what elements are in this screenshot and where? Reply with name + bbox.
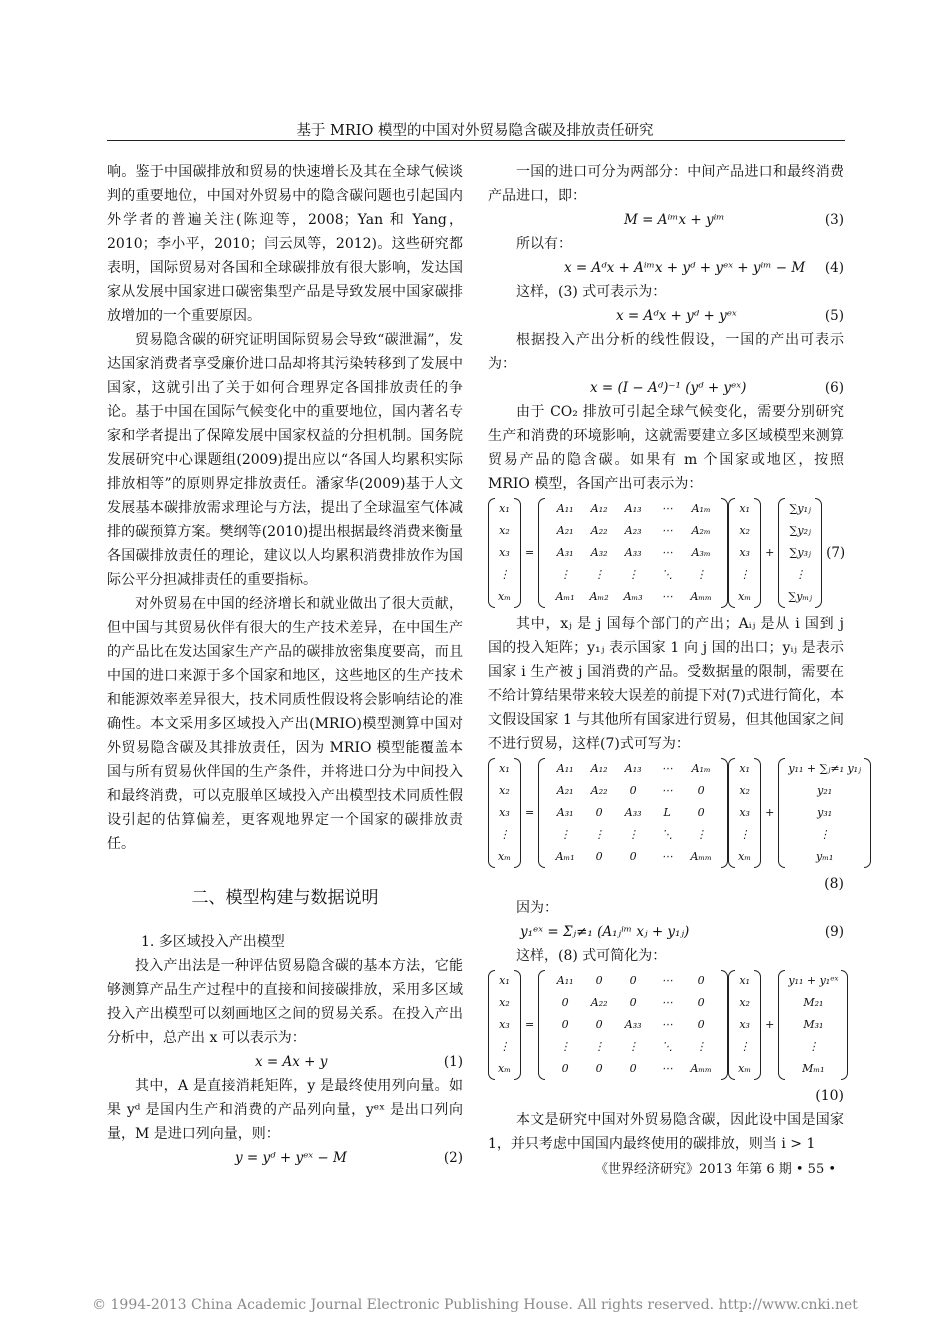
operator: = <box>524 546 535 559</box>
paragraph: 其中，xⱼ 是 j 国每个部门的产出；Aᵢⱼ 是从 i 国到 j 国的投入矩阵；y₁ⱼ 表示国家 1 向 j 国的出口；yᵢⱼ 是表示国家 i 生产被 j 国消费的产品。受数据量的限制，需要在不给计算结果带来较大误差的前提下对(7)式进行简化，本文假设国家 1 与其他所有国家进行贸易，但其他国家之间不进行贸易，这样(7)式可写为： <box>488 616 844 752</box>
matrix-entry: ⋮ <box>559 1040 571 1053</box>
left-column <box>107 160 463 1170</box>
matrix-entry: ⋮ <box>498 568 510 581</box>
matrix-entry: x₂ <box>499 996 510 1009</box>
matrix-entry: ⋯ <box>661 524 673 537</box>
coefficient-matrix <box>538 970 728 1080</box>
matrix-entry: 0 <box>629 996 637 1009</box>
matrix-entry: 0 <box>697 806 705 819</box>
matrix-entry: 0 <box>629 784 637 797</box>
matrix-entry: ∑y₁ⱼ <box>789 502 811 515</box>
matrix-entry: A₁₁ <box>556 974 574 987</box>
matrix-entry: ⋯ <box>661 590 673 603</box>
matrix-entry: ⋮ <box>695 568 707 581</box>
equation-number: (9) <box>824 924 844 940</box>
paragraph: 本文是研究中国对外贸易隐含碳，因此设中国是国家 1，并只考虑中国国内最终使用的碳排放，则当 i > 1 <box>488 1112 844 1152</box>
matrix-entry: ⋱ <box>661 828 673 841</box>
matrix-entry: 0 <box>697 1018 705 1031</box>
matrix-entry: ⋮ <box>739 568 751 581</box>
matrix-entry: y₁₁ + ∑ⱼ≠₁ y₁ⱼ <box>788 762 861 775</box>
equation-formula: M = Aⁱᵐx + yⁱᵐ <box>624 212 725 228</box>
matrix-entry: A₃₃ <box>624 806 642 819</box>
equation-5 <box>488 304 844 328</box>
operator: + <box>765 806 775 819</box>
operator: = <box>524 1018 535 1031</box>
equation-number: (3) <box>824 212 844 228</box>
paragraph: 根据投入产出分析的线性假设，一国的产出可表示为： <box>488 332 844 372</box>
matrix-entry: ⋮ <box>593 1040 605 1053</box>
matrix-entry: 0 <box>629 850 637 863</box>
matrix-entry: 0 <box>595 806 603 819</box>
matrix-entry: x₃ <box>499 546 510 559</box>
operator: + <box>765 546 775 559</box>
matrix-entry: ⋱ <box>661 568 673 581</box>
equation-formula: y = yᵈ + yᵉˣ − M <box>235 1150 347 1166</box>
running-header: 基于 MRIO 模型的中国对外贸易隐含碳及排放责任研究 <box>296 123 654 139</box>
journal-footer: 《世界经济研究》2013 年第 6 期 • 55 • <box>595 1162 837 1177</box>
matrix-entry: 0 <box>595 1018 603 1031</box>
matrix-equation-8 <box>488 758 861 868</box>
matrix-entry: x₃ <box>739 1018 750 1031</box>
matrix-entry: x₃ <box>499 1018 510 1031</box>
matrix-entry: xₘ <box>738 850 752 863</box>
matrix-entry: Aₘₘ <box>690 1062 712 1075</box>
matrix-entry: ⋮ <box>695 1040 707 1053</box>
final-demand-vector <box>778 758 871 868</box>
paragraph: 其中，A 是直接消耗矩阵，y 是最终使用列向量。如果 yᵈ 是国内生产和消费的产品列向量，yᵉˣ 是出口列向量，M 是进口列向量，则： <box>107 1078 463 1142</box>
matrix-entry: ⋯ <box>661 502 673 515</box>
matrix-entry: ⋯ <box>661 546 673 559</box>
output-vector <box>488 758 521 868</box>
output-vector <box>728 970 761 1080</box>
matrix-entry: x₂ <box>499 784 510 797</box>
matrix-entry: 0 <box>561 1062 569 1075</box>
matrix-entry: ⋯ <box>661 1062 673 1075</box>
matrix-entry: ⋮ <box>627 828 639 841</box>
matrix-entry: y₂₁ <box>817 784 833 797</box>
matrix-entry: xₘ <box>498 850 511 863</box>
equation-4 <box>488 256 844 280</box>
matrix-entry: x₁ <box>739 762 750 775</box>
matrix-entry: x₁ <box>499 974 510 987</box>
matrix-entry: A₁ₘ <box>691 502 711 515</box>
output-vector <box>488 970 521 1080</box>
matrix-entry: A₁₂ <box>590 502 608 515</box>
matrix-entry: ⋮ <box>559 828 571 841</box>
matrix-entry: 0 <box>629 1062 637 1075</box>
matrix-entry: ⋯ <box>661 996 673 1009</box>
matrix-entry: A₂₂ <box>590 524 608 537</box>
operator: + <box>765 1018 775 1031</box>
equation-2 <box>107 1146 463 1170</box>
matrix-entry: xₘ <box>738 590 752 603</box>
matrix-entry: x₁ <box>499 502 510 515</box>
matrix-entry: ⋮ <box>498 1040 510 1053</box>
matrix-entry: xₘ <box>498 1062 511 1075</box>
matrix-entry: Aₘₘ <box>690 850 712 863</box>
matrix-entry: 0 <box>561 1018 569 1031</box>
coefficient-matrix <box>538 758 728 868</box>
copyright-watermark: © 1994-2013 China Academic Journal Electronic Publishing House. All rights reserved. http://www.cnki.net <box>92 1297 858 1313</box>
matrix-entry: ⋮ <box>819 828 831 841</box>
matrix-entry: yₘ₁ <box>815 850 834 863</box>
matrix-entry: A₂₃ <box>624 524 642 537</box>
matrix-entry: ⋮ <box>739 828 751 841</box>
matrix-entry: ⋮ <box>807 1040 819 1053</box>
matrix-equation-7 <box>488 498 844 608</box>
paragraph: 这样，(8) 式可简化为： <box>516 948 667 964</box>
equation-number: (10) <box>815 1088 844 1104</box>
matrix-entry: x₂ <box>739 784 750 797</box>
matrix-entry: A₁₃ <box>624 762 642 775</box>
matrix-entry: A₂₂ <box>590 784 608 797</box>
equation-formula: x = Aᵈx + yᵈ + yᵉˣ <box>616 308 737 324</box>
equation-number: (7) <box>826 545 846 561</box>
equation-formula: y₁ᵉˣ = Σⱼ≠₁ (A₁ⱼⁱᵐ xⱼ + y₁ⱼ) <box>520 924 690 940</box>
matrix-entry: ∑yₘⱼ <box>788 590 813 603</box>
paragraph: 一国的进口可分为两部分：中间产品进口和最终消费产品进口，即： <box>488 164 844 204</box>
matrix-entry: Aₘ₁ <box>555 590 575 603</box>
equation-number: (8) <box>824 876 844 892</box>
matrix-entry: ⋮ <box>593 828 605 841</box>
matrix-entry: A₁ₘ <box>691 762 711 775</box>
matrix-entry: Aₘ₂ <box>589 590 609 603</box>
matrix-entry: A₂₁ <box>556 524 574 537</box>
matrix-entry: xₘ <box>738 1062 752 1075</box>
matrix-entry: ⋮ <box>627 568 639 581</box>
equation-number: (6) <box>824 380 844 396</box>
equation-formula: x = Ax + y <box>255 1054 328 1070</box>
matrix-entry: ∑y₂ⱼ <box>789 524 811 537</box>
matrix-entry: A₁₁ <box>556 762 574 775</box>
matrix-entry: ⋯ <box>661 762 673 775</box>
matrix-entry: Aₘ₃ <box>623 590 643 603</box>
paragraph: 所以有： <box>516 236 572 252</box>
matrix-entry: ⋮ <box>794 568 806 581</box>
output-vector <box>728 758 761 868</box>
equation-1 <box>107 1050 463 1074</box>
matrix-entry: 0 <box>561 996 569 1009</box>
matrix-entry: y₁₁ + y₁ᵉˣ <box>788 974 839 987</box>
matrix-entry: x₁ <box>499 762 510 775</box>
matrix-entry: x₃ <box>499 806 510 819</box>
matrix-entry: ⋮ <box>559 568 571 581</box>
right-column <box>488 160 861 1156</box>
final-demand-vector <box>778 970 848 1080</box>
matrix-entry: A₃₃ <box>624 1018 642 1031</box>
matrix-entry: ⋮ <box>593 568 605 581</box>
matrix-entry: 0 <box>697 784 705 797</box>
matrix-entry: ⋯ <box>661 784 673 797</box>
matrix-entry: 0 <box>595 974 603 987</box>
paragraph: 因为： <box>516 900 558 916</box>
coefficient-matrix <box>538 498 728 608</box>
matrix-entry: ⋯ <box>661 1018 673 1031</box>
matrix-entry: y₃₁ <box>817 806 833 819</box>
matrix-entry: ⋯ <box>661 850 673 863</box>
matrix-entry: 0 <box>595 850 603 863</box>
operator: = <box>524 806 535 819</box>
matrix-entry: A₃₁ <box>556 806 574 819</box>
section-heading: 二、模型构建与数据说明 <box>191 888 379 908</box>
output-vector <box>728 498 761 608</box>
matrix-entry: M₂₁ <box>803 996 824 1009</box>
matrix-entry: A₃₂ <box>590 546 608 559</box>
paragraph: 响。鉴于中国碳排放和贸易的快速增长及其在全球气候谈判的重要地位，中国对外贸易中的隐含碳问题也引起国内外学者的普遍关注(陈迎等，2008；Yan 和 Yang，2010；李小平，2010；闫云凤等，2012)。这些研究都表明，国际贸易对各国和全球碳排放有很大影响，发达国家从发展中国家进口碳密集型产品是导致发展中国家碳排放增加的一个重要原因。 <box>107 164 463 324</box>
matrix-entry: ⋮ <box>498 828 510 841</box>
matrix-entry: A₃₃ <box>624 546 642 559</box>
matrix-entry: Mₘ₁ <box>802 1062 825 1075</box>
equation-formula: x = Aᵈx + Aⁱᵐx + yᵈ + yᵉˣ + yⁱᵐ − M <box>564 260 806 276</box>
matrix-entry: M₃₁ <box>803 1018 824 1031</box>
equation-number: (2) <box>443 1150 463 1166</box>
matrix-entry: A₂₁ <box>556 784 574 797</box>
matrix-entry: A₁₁ <box>556 502 574 515</box>
matrix-entry: Aₘₘ <box>690 590 712 603</box>
matrix-entry: A₃ₘ <box>691 546 711 559</box>
matrix-entry: A₂₂ <box>590 996 608 1009</box>
matrix-entry: ⋯ <box>661 974 673 987</box>
paragraph: 这样，(3) 式可表示为： <box>516 284 667 300</box>
matrix-equation-10 <box>488 970 844 1080</box>
matrix-entry: 0 <box>629 974 637 987</box>
equation-formula: x = (I − Aᵈ)⁻¹ (yᵈ + yᵉˣ) <box>590 380 747 396</box>
matrix-entry: ∑y₃ⱼ <box>789 546 811 559</box>
matrix-entry: x₂ <box>739 524 750 537</box>
matrix-entry: A₃₁ <box>556 546 574 559</box>
matrix-entry: x₂ <box>739 996 750 1009</box>
paragraph: 对外贸易在中国的经济增长和就业做出了很大贡献，但中国与其贸易伙伴有很大的生产技术差异，在中国生产的产品比在发达国家生产产品的碳排放密集度要高，而且中国的进口来源于多个国家和地区，这些地区的生产技术和能源效率差异很大，技术同质性假设将会影响结论的准确性。本文采用多区域投入产出(MRIO)模型测算中国对外贸易隐含碳及其排放责任，因为 MRIO 模型能覆盖本国与所有贸易伙伴国的生产条件，并将进口分为中间投入和最终消费，可以克服单区域投入产出模型技术同质性假设引起的估算偏差，更客观地界定一个国家的碳排放责任。 <box>107 596 463 852</box>
equation-3 <box>488 208 844 232</box>
header-rule <box>107 140 845 141</box>
matrix-entry: x₁ <box>739 974 750 987</box>
matrix-entry: xₘ <box>498 590 511 603</box>
equation-6 <box>488 376 844 400</box>
equation-9 <box>488 920 844 944</box>
matrix-entry: x₃ <box>739 806 750 819</box>
paragraph: 投入产出法是一种评估贸易隐含碳的基本方法，它能够测算产品生产过程中的直接和间接碳排放，采用多区域投入产出模型可以刻画地区之间的贸易关系。在投入产出分析中，总产出 x 可以表示为： <box>107 958 463 1046</box>
equation-number: (4) <box>824 260 844 276</box>
matrix-entry: Aₘ₁ <box>555 850 575 863</box>
matrix-entry: L <box>663 806 671 819</box>
output-vector <box>488 498 521 608</box>
matrix-entry: x₂ <box>499 524 510 537</box>
subsection-heading: 1. 多区域投入产出模型 <box>141 934 285 950</box>
matrix-entry: x₃ <box>739 546 750 559</box>
matrix-entry: ⋮ <box>627 1040 639 1053</box>
paragraph: 贸易隐含碳的研究证明国际贸易会导致“碳泄漏”，发达国家消费者享受廉价进口品却将其污染转移到了发展中国家，这就引出了关于如何合理界定各国排放责任的争论。基于中国在国际气候变化中的重要地位，国内著名专家和学者提出了保障发展中国家权益的分担机制。国务院发展研究中心课题组(2009)提出应以“各国人均累积实际排放相等”的原则界定排放责任。潘家华(2009)基于人文发展基本碳排放需求理论与方法，提出了全球温室气体减排的碳预算方案。樊纲等(2010)提出根据最终消费来衡量各国碳排放责任的理论，建议以人均累积消费排放作为国际公平分担减排责任的重要指标。 <box>107 332 463 588</box>
matrix-entry: 0 <box>697 974 705 987</box>
matrix-entry: A₁₂ <box>590 762 608 775</box>
matrix-entry: ⋮ <box>739 1040 751 1053</box>
paragraph: 由于 CO₂ 排放可引起全球气候变化，需要分别研究生产和消费的环境影响，这就需要建立多区域模型来测算贸易产品的隐含碳。如果有 m 个国家或地区，按照 MRIO 模型，各国产出可表示为： <box>488 404 844 492</box>
equation-number: (5) <box>824 308 844 324</box>
matrix-entry: A₁₃ <box>624 502 642 515</box>
equation-number: (1) <box>443 1054 463 1070</box>
final-demand-vector <box>778 498 822 608</box>
matrix-entry: A₂ₘ <box>691 524 711 537</box>
matrix-entry: x₁ <box>739 502 750 515</box>
matrix-entry: ⋱ <box>661 1040 673 1053</box>
matrix-entry: 0 <box>697 996 705 1009</box>
matrix-entry: 0 <box>595 1062 603 1075</box>
matrix-entry: ⋮ <box>695 828 707 841</box>
